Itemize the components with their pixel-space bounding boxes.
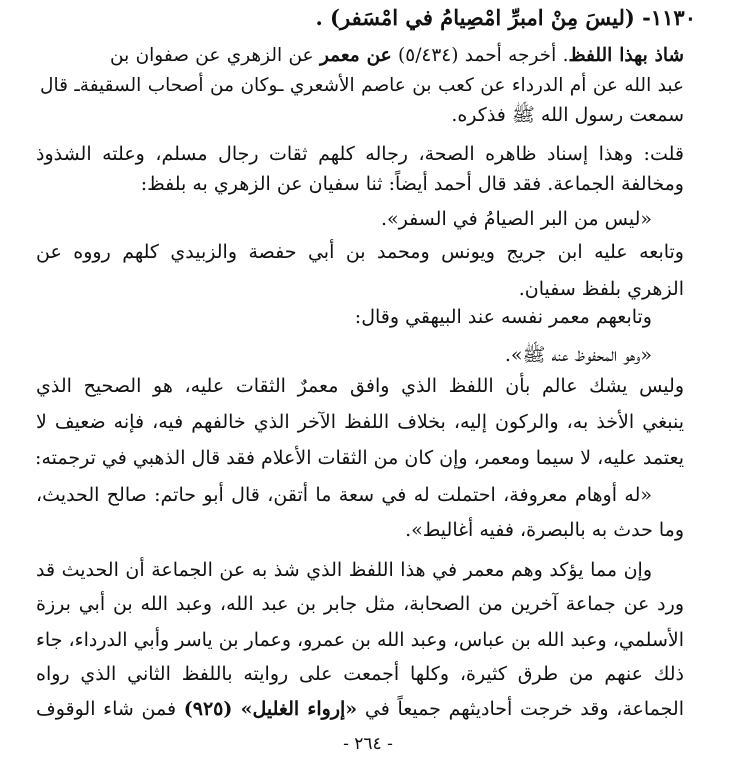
reference-bold: «إرواء الغليل» (٩٢٥) (183, 698, 358, 720)
text-line: الزهري بلفظ سفيان. (518, 278, 684, 300)
page-number: - ٢٦٤ - (343, 734, 393, 754)
text-line: وتابعهم معمر نفسه عند البيهقي وقال: (354, 306, 652, 328)
text-line: وليس يشك عالم بأن اللفظ الذي وافق معمرٌ الثقات عليه، هو الصحيح الذي (36, 375, 684, 397)
text-line: ورد عن جماعة آخرين من الصحابة، مثل جابر بن عبد الله، وعبد الله بن أبي برزة (36, 593, 684, 615)
text-line (110, 42, 684, 70)
text-span: الجماعة، وقد خرجت أحاديثهم جميعاً في (357, 698, 684, 720)
text-span-bold: عن معمر (319, 45, 392, 66)
text-line: قلت: وهذا إسناد ظاهره الصحة، رجاله كلهم ثقات رجال مسلم، وعلته الشذوذ (36, 143, 684, 165)
text-line: سمعت رسول الله ﷺ فذكره. (451, 104, 684, 126)
hadith-heading (315, 4, 696, 32)
quote-line: «له أوهام معروفة، احتملت له في سعة ما أتقن، قال أبو حاتم: صالح الحديث، (36, 484, 652, 506)
text-line: ينبغي الأخذ به، والركون إليه، بخلاف اللفظ الآخر الذي خالفهم فيه، فإنه ضعيف لا (36, 411, 684, 433)
text-line: عبد الله عن أم الدرداء عن كعب بن عاصم الأشعري ـوكان من أصحاب السقيفةـ قال (40, 75, 684, 96)
hadith-number: ١١٣٠ (650, 5, 696, 30)
text-line: ذلك عنهم من طرق كثيرة، وكلها أجمعت على روايته باللفظ الثاني الذي رواه (36, 663, 684, 685)
quote-line: «ليس من البر الصيامُ في السفر». (380, 208, 652, 230)
text-span: . أخرجه أحمد (٥/٤٣٤) (391, 45, 569, 66)
quote-line: وما حدث به بالبصرة، ففيه أغاليط». (405, 519, 684, 541)
text-span: فمن شاء الوقوف (36, 698, 184, 720)
text-span: عن الزهري عن صفوان بن (110, 45, 320, 66)
text-line: يعتمد عليه، لا سيما ومعمر، وإن كان من الثقات الأعلام فقد قال الذهبي في ترجمته: (35, 447, 684, 469)
text-line: الأسلمي، وعبد الله بن عباس، وعبد الله بن عمرو، وعمار بن ياسر وأبي الدرداء، جاء (36, 629, 684, 651)
text-line: وتابعه عليه ابن جريج ويونس ومحمد بن أبي حفصة والزبيدي كلهم رووه عن (36, 241, 684, 263)
hadith-title: - (ليسَ مِنْ امبرِّ امْصِيامُ في امْسَفر) . (315, 5, 651, 30)
text-line: وإن مما يؤكد وهم معمر في هذا اللفظ الذي شذ به عن الجماعة أن الحديث قد (36, 559, 652, 581)
quote-line: «وهو المحفوظ عنه ﷺ». (504, 344, 652, 366)
text-line (36, 695, 684, 723)
text-line: ومخالفة الجماعة. فقد قال أحمد أيضاً: ثنا سفيان عن الزهري به بلفظ: (140, 173, 684, 195)
ruling-label: شاذ بهذا اللفظ (568, 45, 684, 66)
